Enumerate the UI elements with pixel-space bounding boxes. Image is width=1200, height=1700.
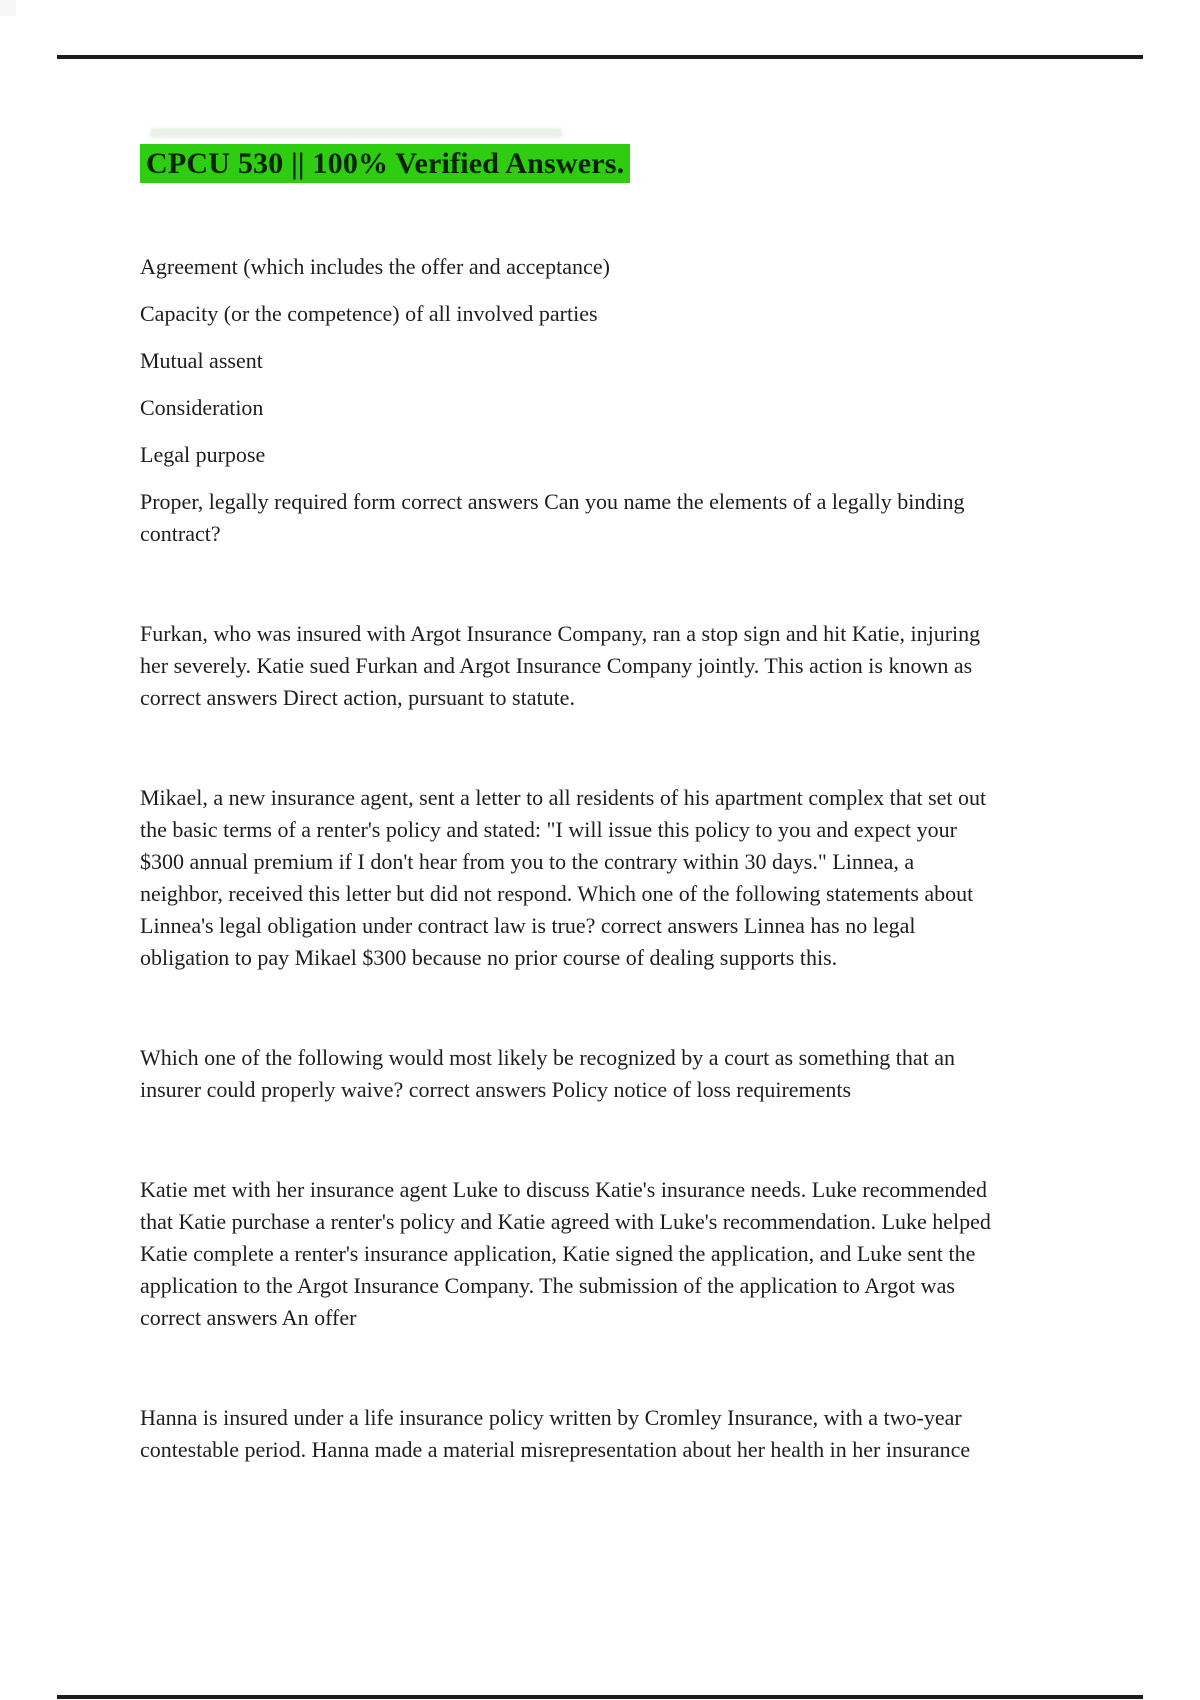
paragraph-list	[140, 251, 1118, 1466]
text-line: Which one of the following would most likely be recognized by a court as something that an	[140, 1045, 956, 1070]
paragraph	[140, 298, 1118, 330]
blank-line	[140, 989, 1118, 1027]
text-line: her severely. Katie sued Furkan and Argot Insurance Company jointly. This action is known as	[140, 653, 973, 678]
blank-line	[140, 565, 1118, 603]
text-line: neighbor, received this letter but did not respond. Which one of the following statements about	[140, 881, 974, 906]
text-line: application to the Argot Insurance Company. The submission of the application to Argot was	[140, 1273, 955, 1298]
text-line: Hanna is insured under a life insurance policy written by Cromley Insurance, with a two-year	[140, 1405, 962, 1430]
blank-line	[140, 1349, 1118, 1387]
text-line: that Katie purchase a renter's policy and Katie agreed with Luke's recommendation. Luke helped	[140, 1209, 991, 1234]
paragraph	[140, 345, 1118, 377]
paragraph	[140, 1402, 1118, 1466]
paragraph	[140, 439, 1118, 471]
title-row	[140, 144, 1118, 183]
paragraph	[140, 486, 1118, 550]
text-line: Furkan, who was insured with Argot Insurance Company, ran a stop sign and hit Katie, injuring	[140, 621, 981, 646]
text-line: Katie complete a renter's insurance application, Katie signed the application, and Luke sent the	[140, 1241, 976, 1266]
text-line: contestable period. Hanna made a material misrepresentation about her health in her insurance	[140, 1437, 971, 1462]
text-line: Mutual assent	[140, 348, 263, 373]
text-line: Legal purpose	[140, 442, 266, 467]
text-line: $300 annual premium if I don't hear from you to the contrary within 30 days." Linnea, a	[140, 849, 915, 874]
paragraph	[140, 618, 1118, 714]
text-line: Linnea's legal obligation under contract law is true? correct answers Linnea has no legal	[140, 913, 916, 938]
text-line: contract?	[140, 521, 221, 546]
paragraph	[140, 1174, 1118, 1334]
scan-corner-artifact	[0, 0, 16, 16]
paragraph	[140, 251, 1118, 283]
text-line: insurer could properly waive? correct answers Policy notice of loss requirements	[140, 1077, 852, 1102]
text-line: Capacity (or the competence) of all involved parties	[140, 301, 598, 326]
text-line: obligation to pay Mikael $300 because no prior course of dealing supports this.	[140, 945, 838, 970]
paragraph	[140, 392, 1118, 424]
bottom-horizontal-rule	[57, 1695, 1143, 1699]
text-line: Mikael, a new insurance agent, sent a letter to all residents of his apartment complex that set out	[140, 785, 987, 810]
text-line: Proper, legally required form correct answers Can you name the elements of a legally binding	[140, 489, 965, 514]
text-line: the basic terms of a renter's policy and stated: "I will issue this policy to you and expect your	[140, 817, 957, 842]
paragraph	[140, 782, 1118, 974]
text-line: Katie met with her insurance agent Luke to discuss Katie's insurance needs. Luke recommended	[140, 1177, 988, 1202]
text-line: correct answers Direct action, pursuant to statute.	[140, 685, 575, 710]
document-title: CPCU 530 || 100% Verified Answers.	[140, 144, 630, 183]
paragraph	[140, 1042, 1118, 1106]
document-body	[140, 0, 1118, 1481]
blank-line	[140, 729, 1118, 767]
text-line: correct answers An offer	[140, 1305, 357, 1330]
text-line: Agreement (which includes the offer and acceptance)	[140, 254, 610, 279]
text-line: Consideration	[140, 395, 264, 420]
blank-line	[140, 1121, 1118, 1159]
